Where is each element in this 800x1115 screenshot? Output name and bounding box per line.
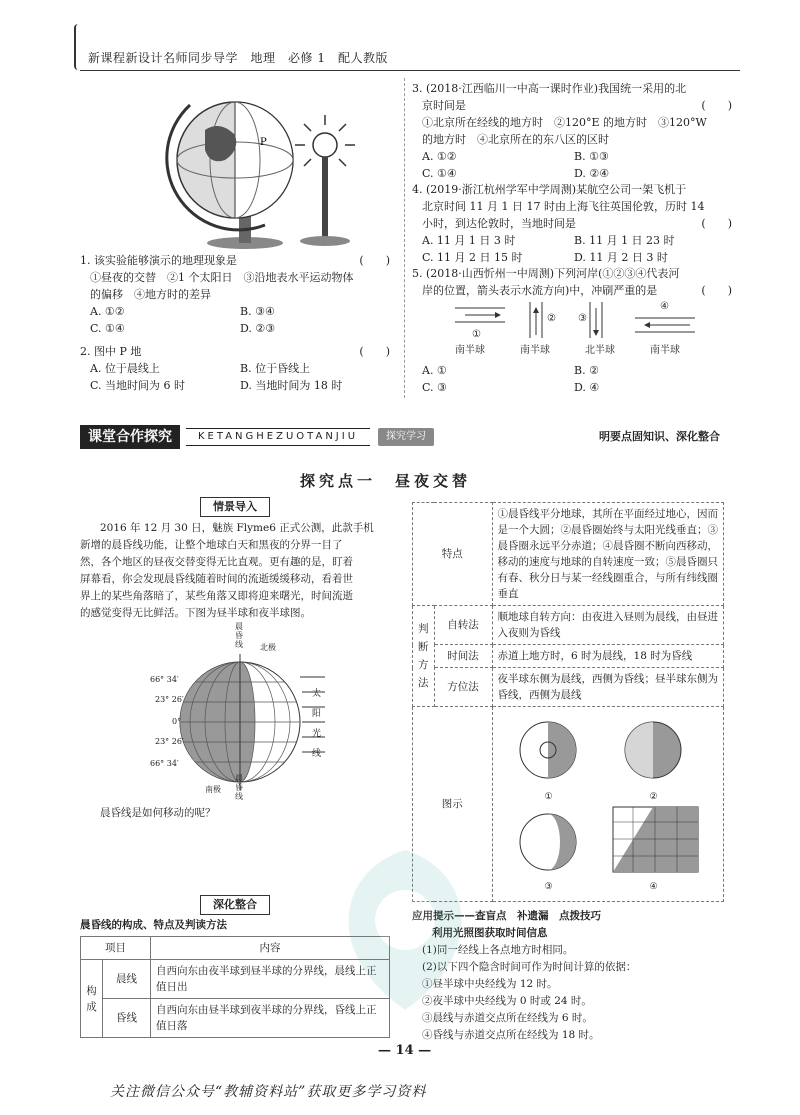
river-bank-figure [450, 300, 710, 360]
q4-line: 北京时间 11 月 1 日 17 时由上海飞往英国伦敦，历时 14 [422, 200, 705, 213]
th-content: 内容 [151, 937, 390, 960]
illumination-diagrams [503, 712, 723, 897]
intro-line: 的感觉变得无比鲜活。下图为昼半球和夜半球图。 [80, 606, 311, 619]
deep-subtitle: 晨昏线的构成、特点及判读方法 [80, 918, 227, 931]
question-3 [412, 80, 732, 182]
q4-option-c[interactable]: C. 11 月 2 日 15 时 [422, 251, 523, 264]
fig-cap: ① [544, 792, 553, 802]
q1-line: 的偏移 ④地方时的差异 [90, 288, 211, 301]
method-1-content: 顺地球自转方向：由夜进入昼则为晨线，由昼进入夜则为昏线 [492, 606, 724, 645]
banner-tag: 探究学习 [378, 428, 434, 447]
td-dusk: 昏线 [103, 999, 151, 1038]
q1-option-d[interactable]: D. ②③ [240, 322, 276, 335]
fig-cap: ④ [649, 882, 658, 892]
tip-line: ③晨线与赤道交点所在经线为 6 时。 [422, 1012, 593, 1024]
river-label: 南半球 [455, 345, 485, 356]
section-title: 探究点一 昼夜交替 [300, 472, 472, 490]
river-num-2: ② [547, 313, 556, 324]
q1-paren: ( ) [359, 254, 390, 267]
q2-paren: ( ) [359, 345, 390, 358]
fig-south-pole: 南极 [205, 785, 221, 794]
svg-text:P: P [260, 137, 267, 148]
q5-options [422, 362, 722, 396]
intro-title: 情景导入 [200, 497, 270, 517]
question-1 [80, 252, 390, 337]
footer-note: 关注微信公众号“教辅资料站”获取更多学习资料 [110, 1084, 427, 1100]
method-3-content: 夜半球东侧为晨线，西侧为昏线；昼半球东侧为昏线，西侧为晨线 [492, 668, 724, 707]
fig-cap: ③ [544, 882, 553, 892]
q3-option-c[interactable]: C. ①④ [422, 167, 457, 180]
question-4 [412, 181, 732, 266]
method-2-content: 赤道上地方时，6 时为晨线，18 时为昏线 [492, 645, 724, 668]
q3-line: 的地方时 ④北京所在的东八区的区时 [422, 133, 609, 146]
q1-option-a[interactable]: A. ①② [90, 305, 125, 318]
tip-line: ④昏线与赤道交点所在经线为 18 时。 [422, 1029, 600, 1041]
judge-label: 判断方法 [413, 606, 435, 707]
q5-option-b[interactable]: B. ② [574, 364, 599, 377]
q2-option-a[interactable]: A. 位于晨线上 [90, 362, 160, 375]
q1-line: ①昼夜的交替 ②1 个太阳日 ③沿地表水平运动物体 [90, 271, 354, 284]
td-dusk-content: 自西向东由昼半球到夜半球的分界线，昏线上正值日落 [151, 999, 390, 1038]
question-5 [412, 265, 732, 299]
fig-lat: 66° 34′ [150, 675, 179, 684]
tips-sub: 利用光照图获取时间信息 [432, 927, 548, 939]
fig-label: 图示 [413, 707, 493, 902]
q1-option-c[interactable]: C. ①④ [90, 322, 125, 335]
river-label: 南半球 [650, 345, 680, 356]
q3-option-a[interactable]: A. ①② [422, 150, 457, 163]
river-num-3: ③ [578, 313, 587, 324]
th-item: 项目 [81, 937, 151, 960]
q5-option-c[interactable]: C. ③ [422, 381, 447, 394]
tips-title: 应用提示——查盲点 补遗漏 点拨技巧 [412, 910, 601, 922]
header-bracket [74, 24, 78, 70]
fig-lat: 23° 26′ [155, 737, 184, 746]
page-number: — 14 — [378, 1043, 432, 1058]
q2-option-c[interactable]: C. 当地时间为 6 时 [90, 379, 186, 392]
feat-content: ①晨昏线平分地球，其所在平面经过地心，因而是一个大圆；②晨昏圈始终与太阳光线垂直；③晨昏圈永远平分赤道；④晨昏圈不断向西移动，移动的速度与地球的自转速度一致；⑤晨昏圈只有春、秋分日与某一经线圈重合，与所有纬线圈垂直 [492, 503, 724, 606]
q1-stem: 1. 该实验能够演示的地理现象是 [80, 254, 237, 267]
intro-line: 2016 年 12 月 30 日，魅族 Flyme6 正式公测，此款手机 [100, 521, 374, 534]
header-rule [80, 70, 740, 71]
tip-line: (2)以下四个隐含时间可作为时间计算的依据： [422, 961, 637, 973]
intro-line: 新增的晨昏线功能，让整个地球白天和黑夜的分界一目了 [80, 538, 343, 551]
intro-line: 然，各个地区的昼夜交替变得无比直观。更有趣的是，盯着 [80, 555, 353, 568]
q5-paren: ( ) [701, 284, 732, 297]
river-label: 南半球 [520, 345, 550, 356]
td-dawn: 晨线 [103, 960, 151, 999]
river-num-1: ① [472, 329, 481, 340]
fig-terminator-bottom: 晨昏线 [235, 774, 243, 801]
tip-line: ②夜半球中央经线为 0 时或 24 时。 [422, 995, 592, 1007]
banner-pinyin: KETANGHEZUOTANJIU [186, 428, 370, 447]
q4-option-a[interactable]: A. 11 月 1 日 3 时 [422, 234, 516, 247]
q3-option-b[interactable]: B. ①③ [574, 150, 609, 163]
td-dawn-content: 自西向东由夜半球到昼半球的分界线，晨线上正值日出 [151, 960, 390, 999]
banner-right: 明要点固知识、深化整合 [599, 430, 720, 444]
q5-line: 5. (2018·山西忻州一中周测)下列河岸(①②③④代表河 [412, 267, 680, 280]
q4-line: 4. (2019·浙江杭州学军中学周测)某航空公司一架飞机于 [412, 183, 687, 196]
q4-option-b[interactable]: B. 11 月 1 日 23 时 [574, 234, 675, 247]
q4-line: 小时，到达伦敦时，当地时间是 [422, 217, 576, 230]
q3-paren: ( ) [701, 99, 732, 112]
q3-option-d[interactable]: D. ②④ [574, 167, 610, 180]
intro-line: 界上的某些角落暗了，某些角落又即将迎来曙光，时间流逝 [80, 589, 353, 602]
q3-line: 京时间是 [422, 99, 466, 112]
q1-option-b[interactable]: B. ③④ [240, 305, 275, 318]
fig-cap: ② [649, 792, 658, 802]
q5-line: 岸的位置，箭头表示水流方向)中，冲刷严重的是 [422, 284, 658, 297]
method-2: 时间法 [434, 645, 492, 668]
globe-experiment-figure [95, 75, 395, 250]
intro-question: 晨昏线是如何移动的呢？ [100, 807, 216, 819]
intro-block [80, 497, 390, 622]
river-num-4: ④ [660, 301, 669, 312]
fig-lat: 23° 26′ [155, 695, 184, 704]
banner-main: 课堂合作探究 [80, 425, 180, 449]
q2-option-d[interactable]: D. 当地时间为 18 时 [240, 379, 343, 392]
q3-line: ①北京所在经线的地方时 ②120°E 的地方时 ③120°W [422, 116, 707, 129]
section-banner [80, 424, 720, 450]
column-divider [404, 78, 405, 398]
q2-option-b[interactable]: B. 位于昏线上 [240, 362, 311, 375]
intro-line: 屏幕看，你会发现晨昏线随着时间的流逝缓缓移动，看着世 [80, 572, 353, 585]
fig-lat: 0° [172, 717, 182, 726]
q4-option-d[interactable]: D. 11 月 2 日 3 时 [574, 251, 668, 264]
page-header-title: 新课程新设计名师同步导学 地理 必修 1 配人教版 [88, 51, 388, 65]
river-label: 北半球 [585, 345, 615, 356]
q2-stem: 2. 图中 P 地 [80, 345, 142, 358]
day-night-figure [150, 622, 330, 812]
method-3: 方位法 [434, 668, 492, 707]
fig-north-pole: 北极 [260, 643, 276, 652]
fig-terminator-top: 晨昏线 [235, 622, 243, 649]
fig-sunlight: 太阳光线 [312, 689, 322, 759]
tip-line: (1)同一经线上各点地方时相同。 [422, 944, 574, 956]
tip-line: ①昼半球中央经线为 12 时。 [422, 978, 558, 990]
fig-lat: 66° 34′ [150, 759, 179, 768]
deep-title: 深化整合 [200, 895, 270, 915]
feat-label: 特点 [413, 503, 493, 606]
method-1: 自转法 [434, 606, 492, 645]
q5-option-a[interactable]: A. ① [422, 364, 447, 377]
watermark-logo [280, 830, 530, 1030]
td-group: 构成 [81, 960, 103, 1038]
q5-option-d[interactable]: D. ④ [574, 381, 600, 394]
q4-paren: ( ) [701, 217, 732, 230]
question-2 [80, 343, 390, 394]
q3-line: 3. (2018·江西临川一中高一课时作业)我国统一采用的北 [412, 82, 687, 95]
